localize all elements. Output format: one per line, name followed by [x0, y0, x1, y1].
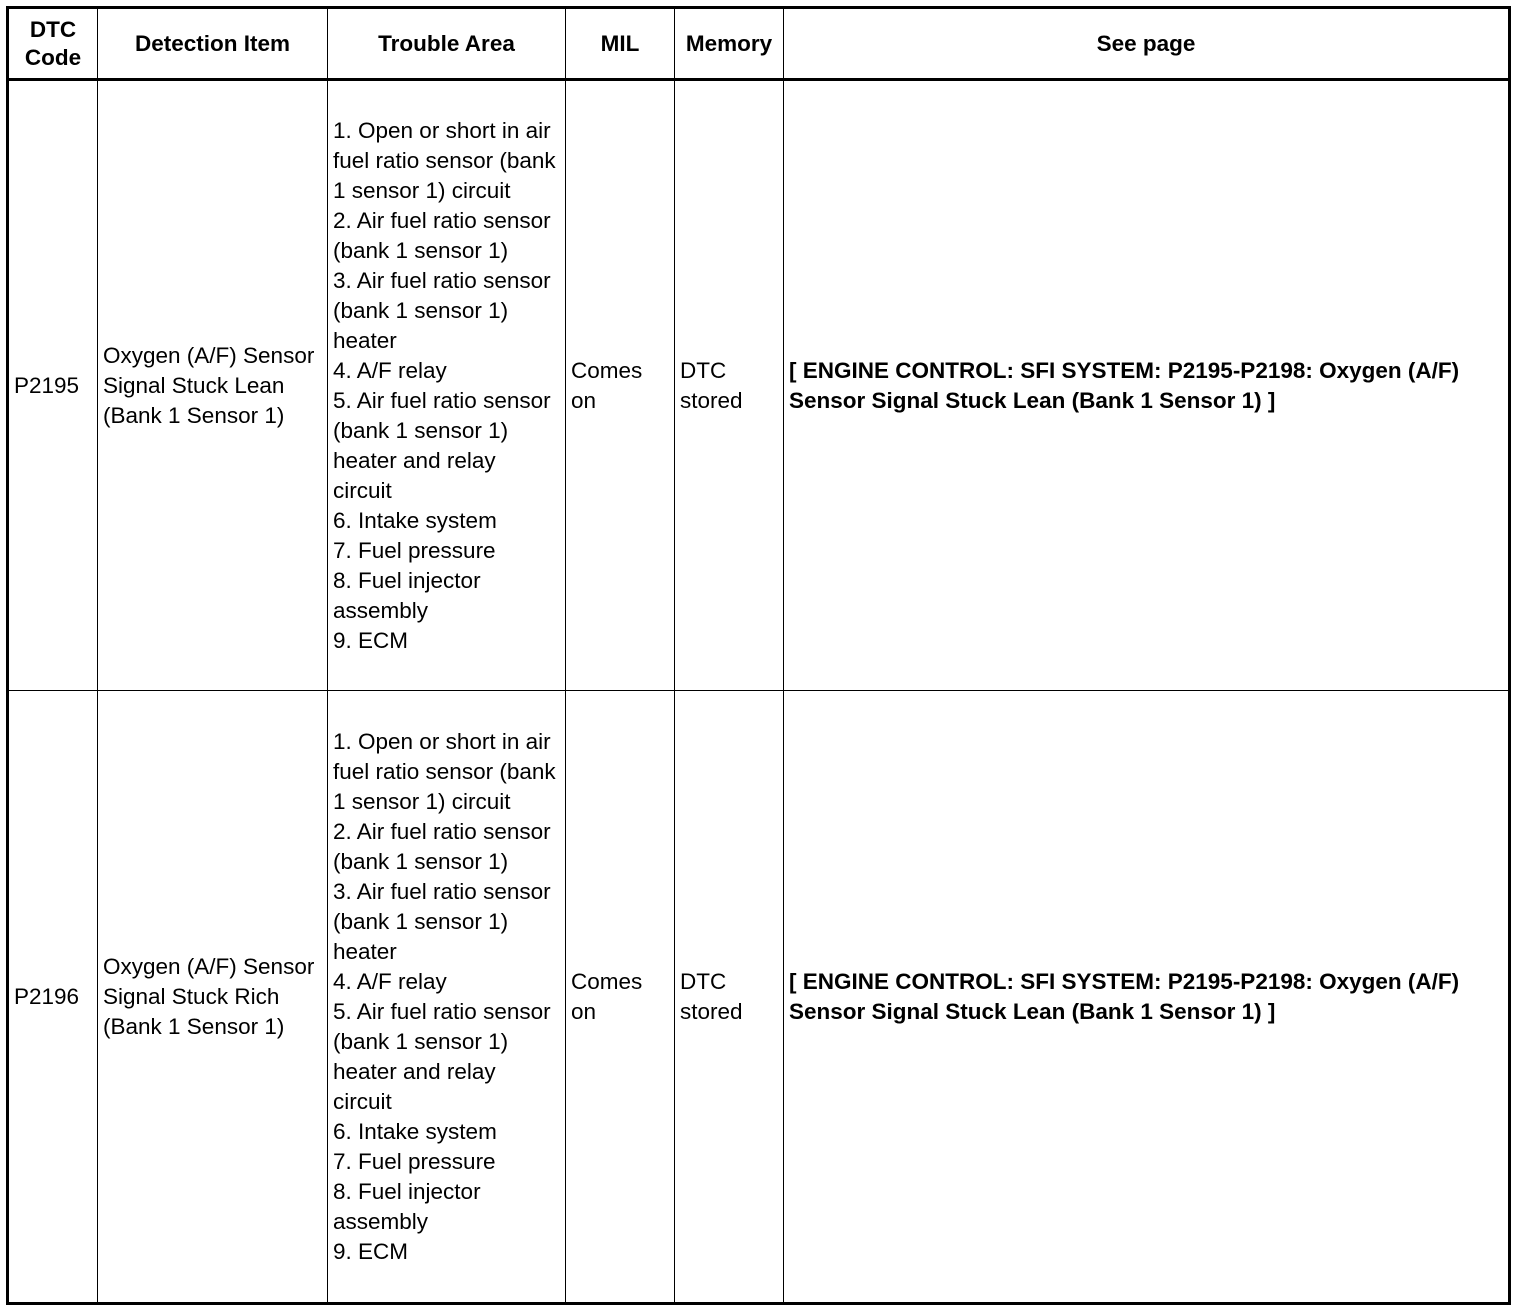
trouble-area-item: 2. Air fuel ratio sensor (bank 1 sensor 1) [333, 207, 557, 263]
trouble-area-item: 3. Air fuel ratio sensor (bank 1 sensor 1) heater [333, 878, 557, 964]
memory-cell: DTC stored [675, 691, 784, 1304]
trouble-area-cell [328, 80, 566, 691]
trouble-area-item: 2. Air fuel ratio sensor (bank 1 sensor 1) [333, 818, 557, 874]
trouble-area-item: 4. A/F relay [333, 357, 447, 383]
dtc-code-cell: P2196 [8, 691, 98, 1304]
header-detection-item: Detection Item [98, 8, 328, 80]
trouble-area-item: 3. Air fuel ratio sensor (bank 1 sensor 1) heater [333, 267, 557, 353]
header-trouble-area: Trouble Area [328, 8, 566, 80]
memory-cell: DTC stored [675, 80, 784, 691]
trouble-area-item: 6. Intake system [333, 507, 497, 533]
trouble-area-item: 9. ECM [333, 627, 409, 653]
detection-item-cell: Oxygen (A/F) Sensor Signal Stuck Lean (Bank 1 Sensor 1) [98, 80, 328, 691]
trouble-area-item: 5. Air fuel ratio sensor (bank 1 sensor 1) heater and relay circuit [333, 387, 557, 503]
trouble-area-item: 9. ECM [333, 1238, 409, 1264]
see-page-link[interactable]: [ ENGINE CONTROL: SFI SYSTEM: P2195-P2198: Oxygen (A/F) Sensor Signal Stuck Lean (Bank 1 Sensor 1) ] [784, 691, 1510, 1304]
header-dtc-code: DTC Code [8, 8, 98, 80]
table-row [8, 691, 1510, 1304]
header-see-page: See page [784, 8, 1510, 80]
trouble-area-item: 1. Open or short in air fuel ratio sensor (bank 1 sensor 1) circuit [333, 117, 562, 203]
header-memory: Memory [675, 8, 784, 80]
trouble-area-item: 7. Fuel pressure [333, 537, 496, 563]
dtc-code-cell: P2195 [8, 80, 98, 691]
table-row [8, 80, 1510, 691]
trouble-area-item: 7. Fuel pressure [333, 1148, 496, 1174]
header-row [8, 8, 1510, 80]
table-header [8, 8, 1510, 80]
trouble-area-item: 6. Intake system [333, 1118, 497, 1144]
dtc-table [6, 6, 1511, 1305]
detection-item-cell: Oxygen (A/F) Sensor Signal Stuck Rich (Bank 1 Sensor 1) [98, 691, 328, 1304]
trouble-area-item: 8. Fuel injector assembly [333, 567, 487, 623]
trouble-area-item: 4. A/F relay [333, 968, 447, 994]
trouble-area-cell [328, 691, 566, 1304]
trouble-area-item: 5. Air fuel ratio sensor (bank 1 sensor 1) heater and relay circuit [333, 998, 557, 1114]
table-body [8, 80, 1510, 1304]
see-page-link[interactable]: [ ENGINE CONTROL: SFI SYSTEM: P2195-P2198: Oxygen (A/F) Sensor Signal Stuck Lean (Bank 1 Sensor 1) ] [784, 80, 1510, 691]
trouble-area-item: 8. Fuel injector assembly [333, 1178, 487, 1234]
header-mil: MIL [566, 8, 675, 80]
mil-cell: Comes on [566, 691, 675, 1304]
trouble-area-item: 1. Open or short in air fuel ratio sensor (bank 1 sensor 1) circuit [333, 728, 562, 814]
mil-cell: Comes on [566, 80, 675, 691]
